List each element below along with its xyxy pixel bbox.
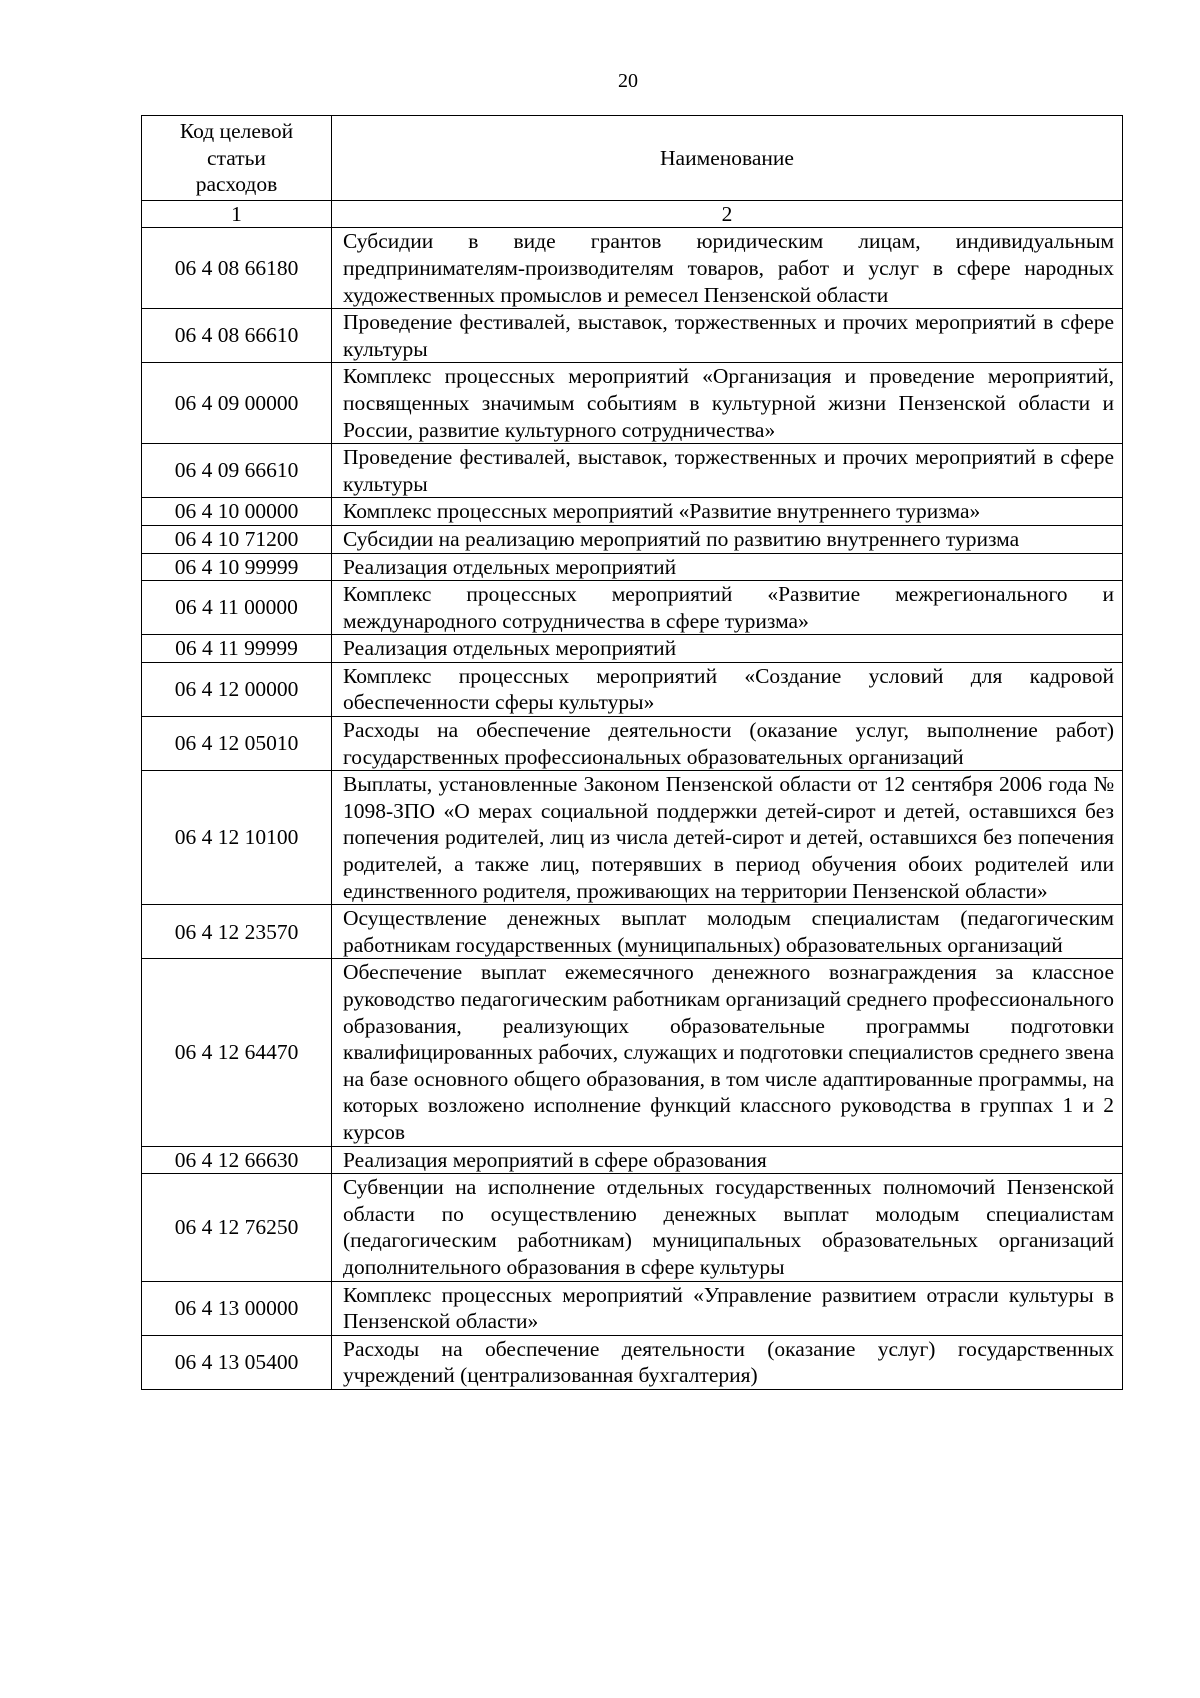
expense-code: 06 4 09 00000 (142, 363, 332, 444)
table-body (142, 228, 1123, 1390)
expense-code: 06 4 09 66610 (142, 444, 332, 498)
table-row (142, 1146, 1123, 1174)
expense-code: 06 4 11 99999 (142, 635, 332, 663)
expense-name: Субвенции на исполнение отдельных государственных полномочий Пензенской области по осуществлению денежных выплат молодым специалистам (педагогическим работникам) муниципальных образовательных организаций дополнительного образования в сфере культуры (332, 1174, 1123, 1281)
header-code (142, 116, 332, 201)
column-index-1: 1 (142, 200, 332, 228)
expense-name: Субсидии в виде грантов юридическим лицам, индивидуальным предпринимателям-производителям товаров, работ и услуг в сфере народных художественных промыслов и ремесел Пензенской области (332, 228, 1123, 309)
expense-name: Комплекс процессных мероприятий «Развитие межрегионального и международного сотрудничества в сфере туризма» (332, 581, 1123, 635)
expense-name: Субсидии на реализацию мероприятий по развитию внутреннего туризма (332, 525, 1123, 553)
table-index-row (142, 200, 1123, 228)
expense-name: Расходы на обеспечение деятельности (оказание услуг, выполнение работ) государственных профессиональных образовательных организаций (332, 717, 1123, 771)
table-row (142, 959, 1123, 1146)
table-row (142, 1335, 1123, 1389)
expense-name: Проведение фестивалей, выставок, торжественных и прочих мероприятий в сфере культуры (332, 309, 1123, 363)
table-row (142, 228, 1123, 309)
table-row (142, 905, 1123, 959)
expense-name: Выплаты, установленные Законом Пензенской области от 12 сентября 2006 года № 1098-ЗПО «О мерах социальной поддержки детей-сирот и детей, оставшихся без попечения родителей, лиц из числа детей-сирот и детей, оставшихся без попечения родителей, а также лиц, потерявших в период обучения обоих родителей или единственного родителя, проживающих на территории Пензенской области» (332, 771, 1123, 905)
expense-name: Комплекс процессных мероприятий «Развитие внутреннего туризма» (332, 498, 1123, 526)
table-row (142, 525, 1123, 553)
column-index-2: 2 (332, 200, 1123, 228)
header-name: Наименование (332, 116, 1123, 201)
table-header-row (142, 116, 1123, 201)
table-row (142, 498, 1123, 526)
expense-code: 06 4 10 99999 (142, 553, 332, 581)
expense-name: Реализация отдельных мероприятий (332, 553, 1123, 581)
expense-code: 06 4 13 05400 (142, 1335, 332, 1389)
expense-code: 06 4 13 00000 (142, 1281, 332, 1335)
table-row (142, 717, 1123, 771)
expense-code: 06 4 12 66630 (142, 1146, 332, 1174)
expense-code: 06 4 12 23570 (142, 905, 332, 959)
table-row (142, 771, 1123, 905)
expense-code: 06 4 12 64470 (142, 959, 332, 1146)
expense-name: Комплекс процессных мероприятий «Создание условий для кадровой обеспеченности сферы культуры» (332, 662, 1123, 716)
page-number: 20 (618, 70, 638, 92)
expense-name: Реализация отдельных мероприятий (332, 635, 1123, 663)
table-row (142, 363, 1123, 444)
expense-code: 06 4 12 05010 (142, 717, 332, 771)
expense-name: Реализация мероприятий в сфере образования (332, 1146, 1123, 1174)
expense-code: 06 4 12 76250 (142, 1174, 332, 1281)
expense-code: 06 4 10 71200 (142, 525, 332, 553)
header-code-line: расходов (195, 172, 278, 197)
expense-code: 06 4 08 66180 (142, 228, 332, 309)
header-code-line: Код целевой (179, 119, 294, 143)
expense-code: 06 4 08 66610 (142, 309, 332, 363)
expense-code: 06 4 12 00000 (142, 662, 332, 716)
expense-name: Комплекс процессных мероприятий «Организация и проведение мероприятий, посвященных значимым событиям в культурной жизни Пензенской области и России, развитие культурного сотрудничества» (332, 363, 1123, 444)
expense-code: 06 4 10 00000 (142, 498, 332, 526)
expense-name: Проведение фестивалей, выставок, торжественных и прочих мероприятий в сфере культуры (332, 444, 1123, 498)
table-row (142, 1174, 1123, 1281)
table-row (142, 444, 1123, 498)
expense-code: 06 4 11 00000 (142, 581, 332, 635)
table-row (142, 581, 1123, 635)
table-row (142, 553, 1123, 581)
table-row (142, 662, 1123, 716)
budget-codes-table (141, 115, 1123, 1390)
expense-code: 06 4 12 10100 (142, 771, 332, 905)
table-row (142, 635, 1123, 663)
expense-name: Осуществление денежных выплат молодым специалистам (педагогическим работникам государственных (муниципальных) образовательных организаций (332, 905, 1123, 959)
expense-name: Обеспечение выплат ежемесячного денежного вознаграждения за классное руководство педагогическим работникам организаций среднего профессионального образования, реализующих образовательные программы подготовки квалифицированных рабочих, служащих и подготовки специалистов среднего звена на базе основного общего образования, в том числе адаптированные программы, на которых возложено исполнение функций классного руководства в группах 1 и 2 курсов (332, 959, 1123, 1146)
table-row (142, 309, 1123, 363)
table-row (142, 1281, 1123, 1335)
header-code-line: статьи (207, 145, 266, 170)
expense-name: Расходы на обеспечение деятельности (оказание услуг) государственных учреждений (централизованная бухгалтерия) (332, 1335, 1123, 1389)
expense-name: Комплекс процессных мероприятий «Управление развитием отрасли культуры в Пензенской области» (332, 1281, 1123, 1335)
